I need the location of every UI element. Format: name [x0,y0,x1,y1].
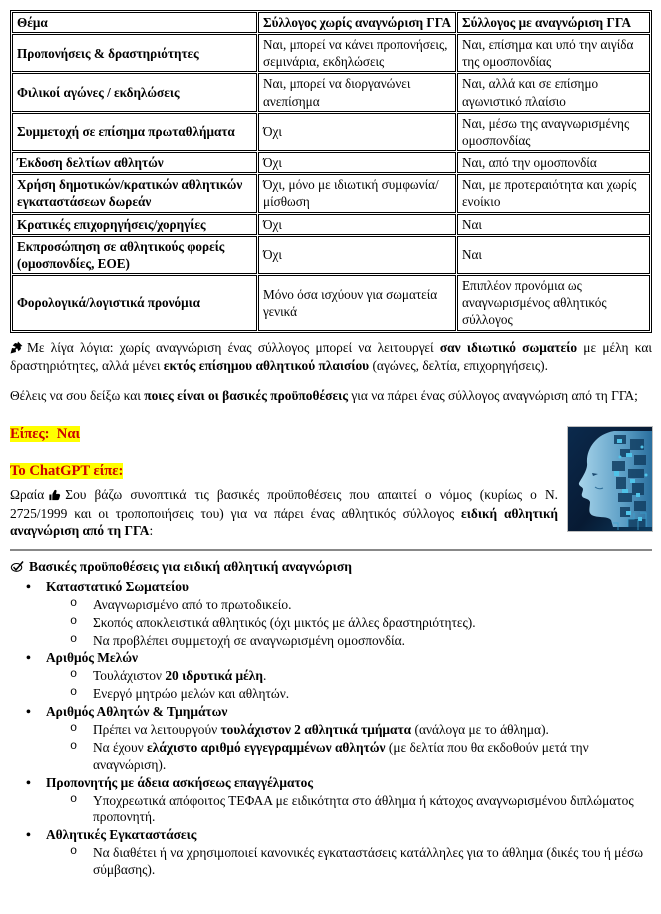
chat-section [10,425,652,540]
thumbs-up-icon [48,488,61,506]
with-cell: Ναι [457,214,650,235]
table-row [12,174,650,212]
without-cell: Όχι [258,214,456,235]
topic-cell: Φορολογικά/λογιστικά προνόμια [12,275,257,330]
with-cell: Ναι, από την ομοσπονδία [457,152,650,173]
pushpin-icon [10,341,23,359]
intro-text: Σου βάζω συνοπτικά τις βασικές προϋποθέσεις που απαιτεί ο νόμος (κυρίως ο Ν. 2725/1999 και οι τροποποιήσεις του) για να πάρει ένας αθλητικός σύλλογος ειδική αθλητική αναγνώριση από τη ΓΓΑ: [10,487,558,538]
sub-item: o Να έχουν ελάχιστο αριθμό εγγεγραμμένων αθλητών (με δελτία που θα εκδοθούν μετά την αναγνώριση). [93,740,652,774]
table-row [12,236,650,274]
topic-cell: Έκδοση δελτίων αθλητών [12,152,257,173]
list-item [46,579,652,650]
topic-cell: Συμμετοχή σε επίσημα πρωταθλήματα [12,113,257,151]
intro-paragraph [10,487,652,540]
summary-text: Με λίγα λόγια: χωρίς αναγνώριση ένας σύλλογος μπορεί να λειτουργεί σαν ιδιωτικό σωματείο με μέλη και δραστηριότητες, αλλά μένει εκτός επίσημου αθλητικού πλαισίου (αγώνες, δελτία, επιχορηγήσεις). [10,339,652,374]
list-item [46,704,652,774]
list-item [46,827,652,879]
header-without-recognition: Σύλλογος χωρίς αναγνώριση ΓΓΑ [258,12,456,33]
you-said-label [10,425,652,444]
with-cell: Ναι, μέσω της αναγνωρισμένης ομοσπονδίας [457,113,650,151]
check-mark-icon [10,560,24,577]
without-cell: Ναι, μπορεί να κάνει προπονήσεις, σεμινάρια, εκδηλώσεις [258,34,456,72]
without-cell: Όχι, μόνο με ιδιωτική συμφωνία/μίσθωση [258,174,456,212]
item-title: Αριθμός Αθλητών & Τμημάτων [46,704,228,720]
item-title: Αθλητικές Εγκαταστάσεις [46,827,197,843]
intro-lead: Ωραία [10,487,45,503]
table-row [12,152,650,173]
without-cell: Μόνο όσα ισχύουν για σωματεία γενικά [258,275,456,330]
with-cell: Ναι [457,236,650,274]
item-title: Αριθμός Μελών [46,650,138,666]
without-cell: Όχι [258,113,456,151]
sub-item: o Σκοπός αποκλειστικά αθλητικός (όχι μικτός με άλλες δραστηριότητες). [93,615,652,632]
item-title: Καταστατικό Σωματείου [46,578,189,594]
list-item [46,775,652,827]
sub-item: o Να διαθέτει ή να χρησιμοποιεί κανονικές εγκαταστάσεις κατάλληλες για το άθλημα (δικές του ή μέσω σύμβασης). [93,845,652,879]
sub-list [46,722,652,774]
topic-cell: Εκπροσώπηση σε αθλητικούς φορείς (ομοσπονδίες, ΕΟΕ) [12,236,257,274]
comparison-table [10,10,652,333]
sub-list [46,845,652,879]
requirements-heading-text: Βασικές προϋποθέσεις για ειδική αθλητική αναγνώριση [29,558,352,574]
question-text: Θέλεις να σου δείξω και ποιες είναι οι βασικές προϋποθέσεις για να πάρει ένας σύλλογος αναγνώριση από τη ΓΓΑ; [10,388,638,404]
sub-item: o Να προβλέπει συμμετοχή σε αναγνωρισμένη ομοσπονδία. [93,633,652,650]
table-row [12,214,650,235]
with-cell: Επιπλέον προνόμια ως αναγνωρισμένος αθλητικός σύλλογος [457,275,650,330]
requirements-heading [10,558,652,577]
list-item [46,650,652,703]
table-row [12,275,650,330]
topic-cell: Προπονήσεις & δραστηριότητες [12,34,257,72]
table-row [12,34,650,72]
table-row [12,73,650,111]
topic-cell: Χρήση δημοτικών/κρατικών αθλητικών εγκαταστάσεων δωρεάν [12,174,257,212]
summary-paragraph [10,340,652,376]
without-cell: Όχι [258,236,456,274]
without-cell: Όχι [258,152,456,173]
question-paragraph [10,388,652,405]
header-with-recognition: Σύλλογος με αναγνώριση ΓΓΑ [457,12,650,33]
with-cell: Ναι, με προτεραιότητα και χωρίς ενοίκιο [457,174,650,212]
you-said-highlight: Είπες: Ναι [10,426,81,443]
chatgpt-said-label [10,462,652,481]
sub-item: o Τουλάχιστον 20 ιδρυτικά μέλη. [93,668,652,685]
section-divider [10,549,652,551]
item-title: Προπονητής με άδεια ασκήσεως επαγγέλματος [46,774,313,790]
chatgpt-said-highlight: Το ChatGPT είπε: [10,463,124,480]
ai-head-image [568,427,652,531]
table-header-row [12,12,650,33]
topic-cell: Κρατικές επιχορηγήσεις/χορηγίες [12,214,257,235]
without-cell: Ναι, μπορεί να διοργανώνει ανεπίσημα [258,73,456,111]
sub-item: o Υποχρεωτικά απόφοιτος ΤΕΦΑΑ με ειδικότητα στο άθλημα ή κάτοχος αναγνωρισμένου διπλώματος προπονητή. [93,793,652,827]
with-cell: Ναι, αλλά και σε επίσημο αγωνιστικό πλαίσιο [457,73,650,111]
sub-list [46,597,652,650]
sub-list [46,793,652,827]
topic-cell: Φιλικοί αγώνες / εκδηλώσεις [12,73,257,111]
requirements-list [10,579,652,879]
sub-item: o Αναγνωρισμένο από το πρωτοδικείο. [93,597,652,614]
sub-list [46,668,652,703]
sub-item: o Ενεργό μητρώο μελών και αθλητών. [93,686,652,703]
sub-item: o Πρέπει να λειτουργούν τουλάχιστον 2 αθλητικά τμήματα (ανάλογα με το άθλημα). [93,722,652,739]
with-cell: Ναι, επίσημα και υπό την αιγίδα της ομοσπονδίας [457,34,650,72]
table-row [12,113,650,151]
header-topic: Θέμα [12,12,257,33]
